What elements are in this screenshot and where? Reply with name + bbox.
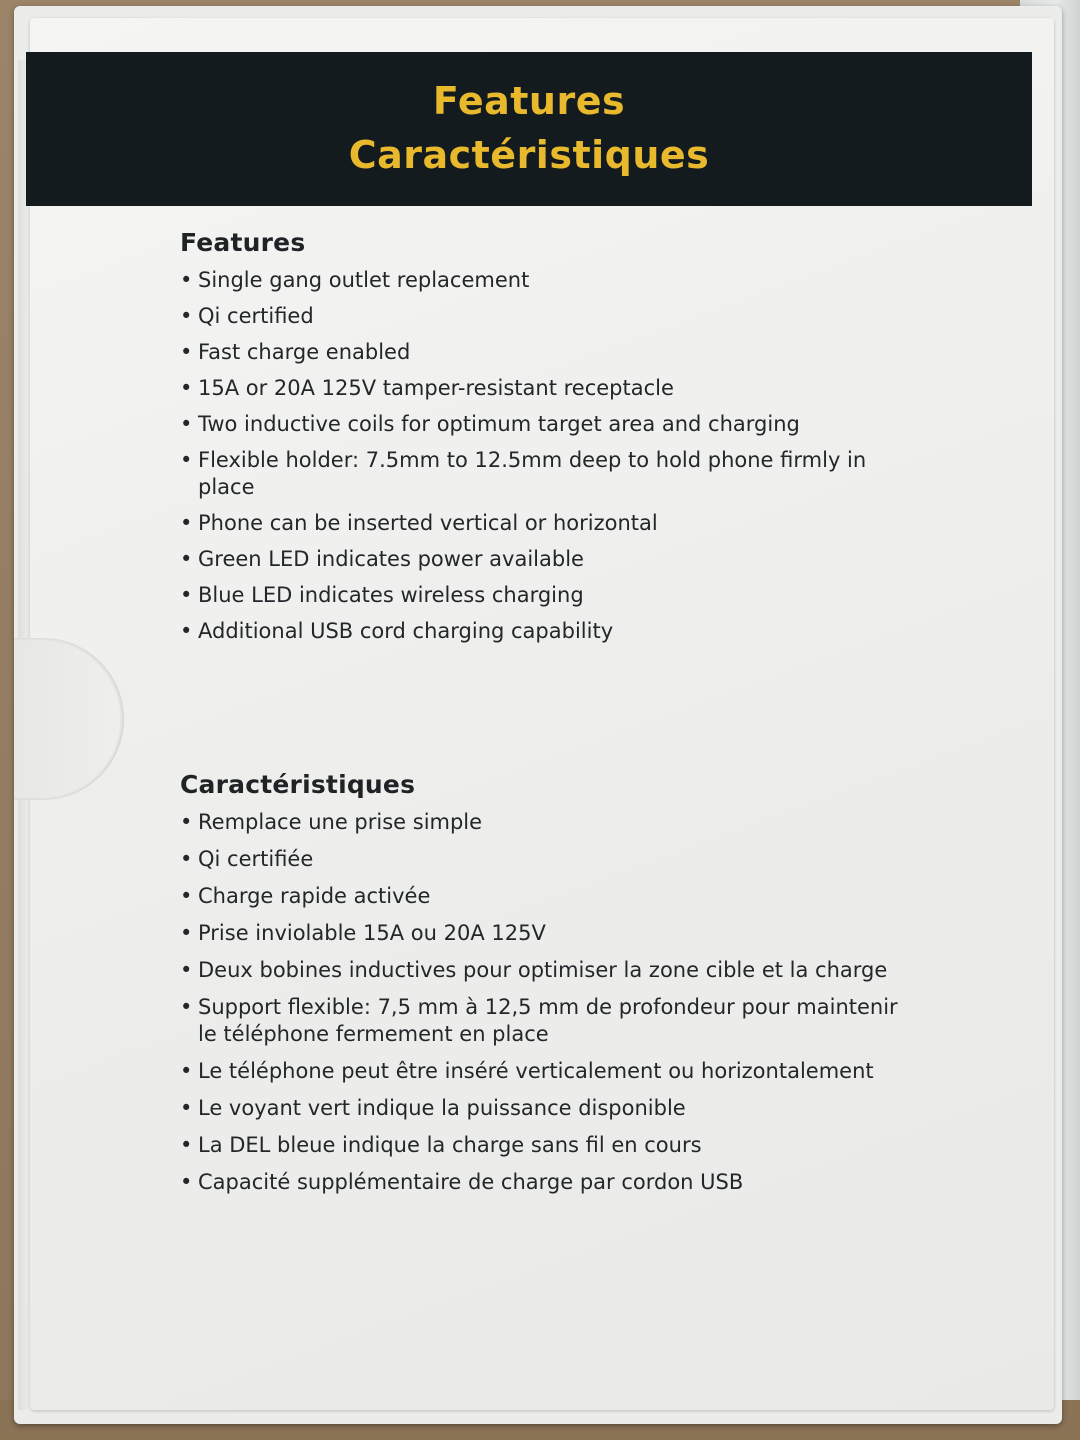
box-insert-card [30, 18, 1054, 1410]
banner-title-en: Features [432, 79, 626, 123]
list-item: • Support flexible: 7,5 mm à 12,5 mm de profondeur pour maintenir le téléphone fermement en place [180, 994, 920, 1048]
list-item: • Prise inviolable 15A ou 20A 125V [180, 920, 920, 947]
list-item: • Charge rapide activée [180, 883, 920, 910]
features-section-fr [180, 770, 920, 1206]
list-item: • Remplace une prise simple [180, 809, 920, 836]
list-item: • Single gang outlet replacement [180, 267, 920, 294]
list-item: • Le téléphone peut être inséré verticalement ou horizontalement [180, 1058, 920, 1085]
list-item: • 15A or 20A 125V tamper-resistant receptacle [180, 375, 920, 402]
list-item: • Deux bobines inductives pour optimiser la zone cible et la charge [180, 957, 920, 984]
banner-title-fr: Caractéristiques [348, 133, 710, 177]
thumb-notch [14, 638, 124, 800]
section-heading: Caractéristiques [180, 770, 416, 799]
features-section-en [180, 228, 920, 654]
list-item: • Flexible holder: 7.5mm to 12.5mm deep to hold phone firmly in place [180, 447, 920, 501]
list-item: • Capacité supplémentaire de charge par cordon USB [180, 1169, 920, 1196]
list-item: • Two inductive coils for optimum target area and charging [180, 411, 920, 438]
list-item: • Phone can be inserted vertical or horizontal [180, 510, 920, 537]
list-item: • Qi certified [180, 303, 920, 330]
list-item: • Fast charge enabled [180, 339, 920, 366]
section-heading: Features [180, 228, 306, 257]
list-item: • Additional USB cord charging capability [180, 618, 920, 645]
header-banner [26, 52, 1032, 206]
feature-list [180, 809, 920, 1196]
list-item: • Le voyant vert indique la puissance disponible [180, 1095, 920, 1122]
list-item: • Qi certifiée [180, 846, 920, 873]
feature-list [180, 267, 920, 645]
list-item: • Green LED indicates power available [180, 546, 920, 573]
list-item: • La DEL bleue indique la charge sans fil en cours [180, 1132, 920, 1159]
list-item: • Blue LED indicates wireless charging [180, 582, 920, 609]
